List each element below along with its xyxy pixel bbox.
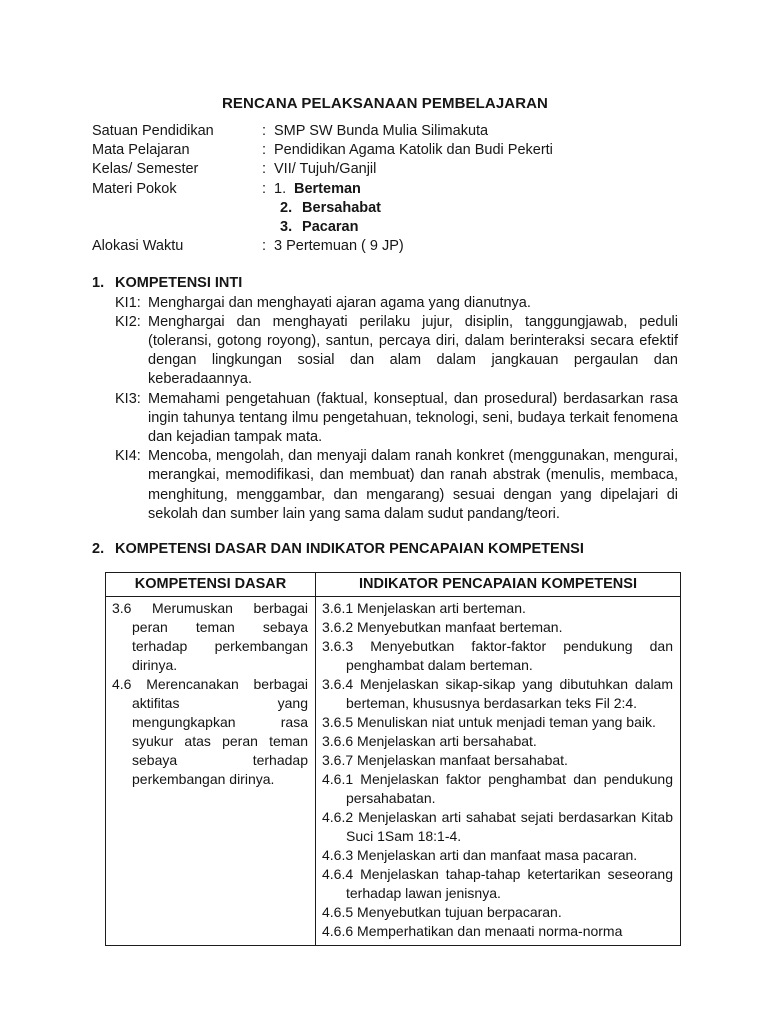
indikator-number: 3.6.3 [322, 638, 354, 655]
indikator-text: Menyebutkan manfaat berteman. [357, 619, 563, 636]
indikator-text: Menjelaskan tahap-tahap ketertarikan seseorang terhadap lawan jenisnya. [346, 866, 673, 902]
meta-row-mata-pelajaran [92, 141, 678, 160]
indikator-text: Menyebutkan tujuan berpacaran. [357, 904, 562, 921]
indikator-number: 3.6.7 [322, 752, 354, 769]
indikator-number: 4.6.3 [322, 847, 354, 864]
meta-colon: : [262, 161, 267, 178]
indikator-cell [316, 597, 681, 946]
indikator-item [322, 865, 673, 903]
indikator-item [322, 713, 673, 732]
kd-text: Merumuskan berbagai peran teman sebaya terhadap perkembangan dirinya. [132, 600, 308, 674]
table-header-row [106, 573, 681, 597]
meta-value: SMP SW Bunda Mulia Silimakuta [274, 123, 489, 139]
ki-item [92, 447, 678, 524]
document-title: RENCANA PELAKSANAAN PEMBELAJARAN [222, 95, 548, 112]
indikator-item [322, 808, 673, 846]
materi-pokok-item-number: 2. [280, 199, 293, 216]
meta-value: VII/ Tujuh/Ganjil [274, 161, 377, 178]
indikator-number: 3.6.5 [322, 714, 354, 731]
materi-pokok-item-label: Pacaran [302, 219, 359, 236]
section-heading [92, 540, 678, 559]
materi-pokok-item [274, 218, 678, 237]
indikator-number: 3.6.1 [322, 600, 354, 617]
indikator-item [322, 732, 673, 751]
indikator-item [322, 922, 673, 941]
indikator-text: Memperhatikan dan menaati norma-norma [357, 923, 623, 940]
indikator-item [322, 751, 673, 770]
document-meta [92, 122, 678, 256]
materi-pokok-item-number: 3. [280, 219, 293, 236]
meta-row-satuan-pendidikan [92, 122, 678, 141]
ki-item-label: KI1: [115, 294, 141, 311]
materi-pokok-item-label: Bersahabat [302, 199, 382, 216]
indikator-text: Menjelaskan sikap-sikap yang dibutuhkan dalam berteman, khususnya berdasarkan teks Fil 2:4. [346, 676, 674, 712]
indikator-text: Menjelaskan arti bersahabat. [357, 733, 537, 750]
meta-value: Pendidikan Agama Katolik dan Budi Pekerti [274, 142, 553, 159]
ki-item [92, 313, 678, 390]
ki-item [92, 390, 678, 448]
kd-number: 3.6 [112, 600, 132, 617]
meta-colon: : [262, 180, 267, 197]
materi-pokok-list [274, 180, 678, 238]
section-title: KOMPETENSI INTI [115, 275, 243, 292]
section-number: 1. [92, 275, 105, 292]
section-kompetensi-inti [92, 274, 678, 524]
section-kompetensi-dasar [92, 540, 678, 946]
ki-item-label: KI4: [115, 448, 141, 465]
meta-label: Mata Pelajaran [92, 142, 190, 159]
ki-item-text: Memahami pengetahuan (faktual, konseptual, dan prosedural) berdasarkan rasa ingin tahunya tentang ilmu pengetahuan, teknologi, seni, budaya terkait fenomena dan kejadian tampak mata. [148, 390, 678, 446]
kompetensi-table [105, 572, 681, 946]
kd-number: 4.6 [112, 676, 132, 693]
indikator-item [322, 846, 673, 865]
meta-row-kelas-semester [92, 160, 678, 179]
ki-item-text: Mencoba, mengolah, dan menyaji dalam ranah konkret (menggunakan, mengurai, merangkai, memodifikasi, dan membuat) dan ranah abstrak (menulis, membaca, menghitung, menggambar, dan mengarang) sesuai dengan yang dipelajari di sekolah dan sumber lain yang sama dalam sudut pandang/teori. [148, 448, 678, 522]
materi-pokok-item [274, 199, 678, 218]
meta-colon: : [262, 142, 267, 159]
table-body-row [106, 597, 681, 946]
indikator-number: 3.6.2 [322, 619, 354, 636]
indikator-text: Menjelaskan arti sahabat sejati berdasarkan Kitab Suci 1Sam 18:1-4. [346, 809, 673, 845]
ki-item-text: Menghargai dan menghayati perilaku jujur, disiplin, tanggungjawab, peduli (toleransi, gotong royong), santun, percaya diri, dalam berinteraksi secara efektif dengan lingkungan sosial dan alam dalam jangkauan pergaulan dan keberadaannya. [148, 313, 678, 388]
meta-value: 3 Pertemuan ( 9 JP) [274, 238, 404, 255]
indikator-item [322, 675, 673, 713]
indikator-item [322, 618, 673, 637]
indikator-item [322, 903, 673, 922]
indikator-text: Menjelaskan arti dan manfaat masa pacaran. [357, 847, 638, 864]
indikator-text: Menjelaskan manfaat bersahabat. [357, 752, 568, 769]
indikator-number: 4.6.1 [322, 771, 354, 788]
materi-pokok-item-label: Berteman [294, 180, 361, 197]
section-number: 2. [92, 541, 105, 558]
meta-label: Alokasi Waktu [92, 238, 184, 255]
ki-item [92, 294, 678, 313]
indikator-item [322, 770, 673, 808]
indikator-number: 4.6.2 [322, 809, 354, 826]
indikator-text: Menyebutkan faktor-faktor pendukung dan penghambat dalam berteman. [346, 638, 674, 674]
indikator-number: 4.6.4 [322, 866, 354, 883]
materi-pokok-item-number: 1. [274, 180, 287, 197]
table-header-kompetensi-dasar: KOMPETENSI DASAR [106, 573, 316, 597]
meta-colon: : [262, 123, 267, 139]
indikator-number: 3.6.4 [322, 676, 354, 693]
section-title: KOMPETENSI DASAR DAN INDIKATOR PENCAPAIAN KOMPETENSI [115, 541, 584, 558]
materi-pokok-item [274, 181, 361, 197]
indikator-text: Menjelaskan arti berteman. [357, 600, 526, 617]
ki-item-label: KI2: [115, 313, 141, 330]
kompetensi-dasar-item [112, 675, 308, 789]
indikator-text: Menjelaskan faktor penghambat dan pendukung persahabatan. [346, 771, 673, 807]
meta-label: Kelas/ Semester [92, 161, 199, 178]
kompetensi-dasar-item [112, 599, 308, 675]
ki-item-text: Menghargai dan menghayati ajaran agama yang dianutnya. [148, 294, 531, 311]
meta-colon: : [262, 238, 267, 255]
indikator-item [322, 599, 673, 618]
ki-list [92, 294, 678, 524]
section-heading [92, 274, 678, 293]
indikator-number: 4.6.6 [322, 923, 354, 940]
meta-label: Materi Pokok [92, 180, 177, 197]
indikator-number: 3.6.6 [322, 733, 354, 750]
meta-row-alokasi-waktu [92, 237, 678, 256]
meta-row-materi-pokok [92, 180, 678, 238]
kd-text: Merencanakan berbagai aktifitas yang mengungkapkan rasa syukur atas peran teman sebaya terhadap perkembangan dirinya. [132, 676, 308, 788]
indikator-item [322, 637, 673, 675]
meta-label: Satuan Pendidikan [92, 123, 214, 139]
indikator-number: 4.6.5 [322, 904, 354, 921]
table-header-indikator: INDIKATOR PENCAPAIAN KOMPETENSI [316, 573, 681, 597]
kompetensi-dasar-cell [106, 597, 316, 946]
indikator-text: Menuliskan niat untuk menjadi teman yang baik. [357, 714, 656, 731]
ki-item-label: KI3: [115, 390, 141, 407]
